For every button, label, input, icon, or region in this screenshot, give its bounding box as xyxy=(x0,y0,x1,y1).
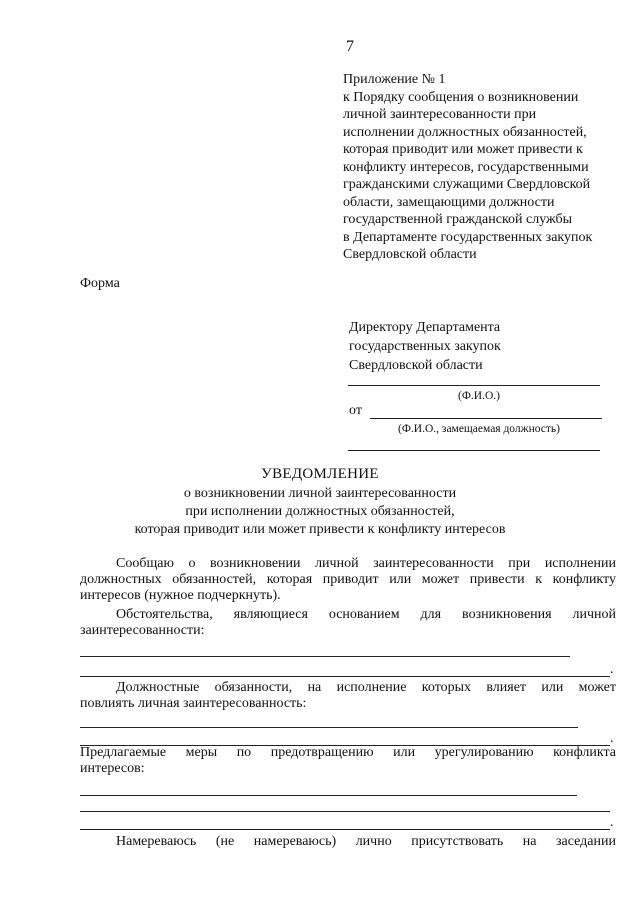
appendix-line: личной заинтересованности при xyxy=(343,107,537,122)
text-line: Обстоятельства, являющиеся основанием для возникновения личной xyxy=(116,607,616,622)
addressee-line: Свердловской области xyxy=(349,358,483,373)
text-line: должностных обязанностей, которая приводит или может привести к конфликту xyxy=(80,572,616,587)
text-line: интересов (нужное подчеркнуть). xyxy=(80,588,281,603)
addressee-line: государственных закупок xyxy=(349,339,501,354)
paragraph-circumstances xyxy=(80,607,616,639)
paragraph-attendance xyxy=(80,834,616,850)
subtitle-line: которая приводит или может привести к конфликту интересов xyxy=(134,522,506,537)
line-period: . xyxy=(610,731,614,746)
appendix-line: которая приводит или может привести к xyxy=(343,142,583,157)
subtitle-line: при исполнении должностных обязанностей, xyxy=(185,504,455,519)
line-period: . xyxy=(610,815,614,830)
text-line: Должностные обязанности, на исполнение которых влияет или может xyxy=(116,680,616,695)
fio-caption: (Ф.И.О.) xyxy=(458,390,500,402)
text-line: Предлагаемые меры по предотвращению или урегулированию конфликта xyxy=(80,745,616,760)
notice-subtitle xyxy=(0,485,640,539)
page-number: 7 xyxy=(346,38,354,55)
circumstances-fill-line xyxy=(80,656,570,657)
measures-fill-line xyxy=(80,829,610,830)
measures-fill-line xyxy=(80,795,577,796)
appendix-line: конфликту интересов, государственными xyxy=(343,159,589,175)
paragraph-measures xyxy=(80,745,616,777)
appendix-line: исполнении должностных обязанностей, xyxy=(343,124,587,140)
measures-fill-line xyxy=(80,811,610,812)
appendix-line: государственной гражданской службы xyxy=(343,212,573,227)
text-line: повлиять личная заинтересованность: xyxy=(80,696,307,711)
appendix-line: Свердловской области xyxy=(343,247,477,262)
text-line: Намереваюсь (не намереваюсь) лично присутствовать на заседании xyxy=(116,834,616,849)
appendix-line: гражданскими служащими Свердловской xyxy=(343,177,591,192)
text-line: Сообщаю о возникновении личной заинтересованности при исполнении xyxy=(116,556,616,571)
from-caption: (Ф.И.О., замещаемая должность) xyxy=(398,423,560,435)
appendix-line: в Департаменте государственных закупок xyxy=(343,229,593,245)
appendix-line: области, замещающими должности xyxy=(343,194,555,210)
appendix-header xyxy=(343,71,592,264)
text-line: заинтересованности: xyxy=(80,623,205,638)
position-fill-line xyxy=(348,450,600,451)
text-line: интересов: xyxy=(80,761,145,776)
circumstances-fill-line xyxy=(80,676,610,677)
form-label: Форма xyxy=(80,276,120,291)
addressee-line: Директору Департамента xyxy=(349,320,501,335)
duties-fill-line xyxy=(80,727,578,728)
subtitle-line: о возникновении личной заинтересованности xyxy=(183,486,457,501)
appendix-line: Приложение № 1 xyxy=(343,72,446,87)
from-fill-line xyxy=(370,418,602,419)
from-label: от xyxy=(349,403,362,418)
line-period: . xyxy=(610,662,614,677)
addressee-block xyxy=(349,318,501,375)
notice-title: УВЕДОМЛЕНИЕ xyxy=(261,466,379,482)
paragraph-report xyxy=(80,556,616,604)
paragraph-duties xyxy=(80,680,616,712)
fio-fill-line xyxy=(348,385,600,386)
appendix-line: к Порядку сообщения о возникновении xyxy=(343,89,579,105)
